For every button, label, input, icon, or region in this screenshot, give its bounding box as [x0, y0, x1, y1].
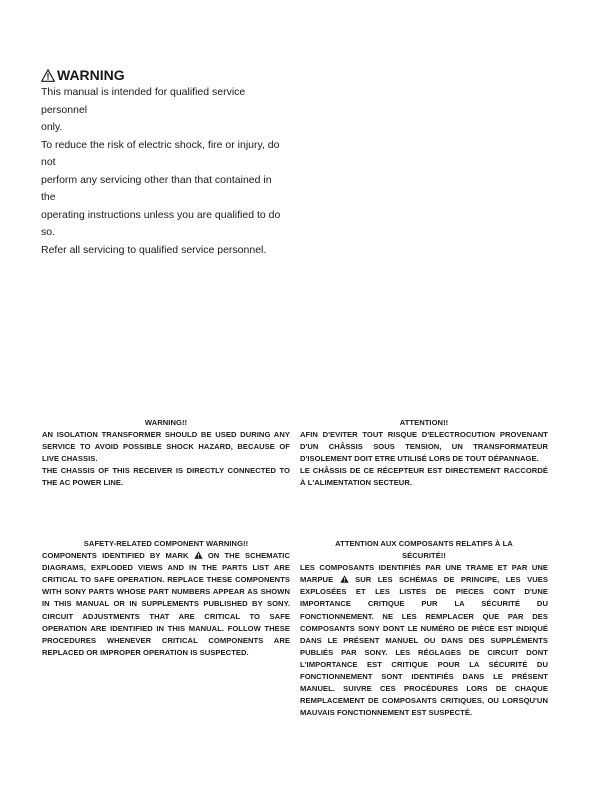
text-before-mark: COMPONENTS IDENTIFIED BY MARK: [42, 551, 189, 561]
warning-line: only.: [41, 121, 63, 133]
section-heading: ATTENTION AUX COMPOSANTS RELATIFS À LA: [335, 539, 513, 548]
section-heading: SÉCURITÉ!!: [402, 551, 446, 561]
text-after-mark: ON THE SCHEMATIC DIAGRAMS, EXPLODED VIEWS AND IN THE PARTS LIST ARE CRITICAL TO SAFE OPERATION. REPLACE THESE COMPONENTS WITH SONY PARTS WHOSE PART NUMBERS APPEAR AS SHOWN IN THIS MANUAL OR IN SUPPLEMENTS PUBLISHED BY SONY. CIRCUIT ADJUSTMENTS THAT ARE CRITICAL TO SAFE OPERATION ARE IDENTIFIED IN THIS MANUAL. FOLLOW THESE PROCEDURES WHENEVER CRITICAL COMPONENTS ARE REPLACED OR IMPROPER OPERATION IS SUSPECTED.: [42, 551, 290, 657]
warning-body: [41, 84, 285, 259]
warning-line: operating instructions unless you are qualified to do so.: [41, 208, 281, 238]
safety-component-section: [42, 538, 290, 659]
section-paragraph: [42, 550, 290, 659]
warning-line: To reduce the risk of electric shock, fire or injury, do not: [41, 138, 280, 168]
section-paragraph: [300, 562, 548, 719]
section-heading: WARNING!!: [144, 418, 188, 427]
attention-section: [300, 417, 548, 490]
section-heading: SAFETY-RELATED COMPONENT WARNING!!: [83, 539, 249, 548]
section-heading: ATTENTION!!: [399, 418, 449, 427]
warning-triangle-icon: [41, 69, 55, 82]
section-paragraph: THE CHASSIS OF THIS RECEIVER IS DIRECTLY CONNECTED TO THE AC POWER LINE.: [42, 466, 290, 488]
warning-title: WARNING: [57, 67, 125, 83]
service-warning-block: [41, 67, 285, 259]
text-before-mark: LES COMPOSANTS IDENTIFIÉS PAR UNE TRAME ET PAR UNE MARPUE: [300, 563, 548, 585]
composants-section: [300, 538, 548, 719]
section-paragraph: AN ISOLATION TRANSFORMER SHOULD BE USED DURING ANY SERVICE TO AVOID POSSIBLE SHOCK HAZARD, BECAUSE OF LIVE CHASSIS.: [42, 430, 290, 464]
text-after-mark: SUR LES SCHÉMAS DE PRINCIPE, LES VUES EXPLOSÉES ET LES LISTES DE PIECES CONT D'UNE IMPORTANCE CRITIQUE PUR LA SÉCURITÉ DU FONCTIONNEMENT. NE LES REMPLACER QUE PAR DES COMPOSANTS SONY DONT LE NUMÉRO DE PIÈCE EST INDIQUÉ DANS LE PRÉSENT MANUEL OU DANS DES SUPPLÉMENTS PUBLIÉS PAR SONY. LES RÉGLAGES DE CIRCUIT DONT L'IMPORTANCE EST CRITIQUE POUR LA SÉCURITÉ DU FONCTIONNEMENT SONT IDENTIFIÉS DANS LE PRÉSENT MANUEL. SUIVRE CES PROCÉDURES LORS DE CHAQUE REMPLACEMENT DE COMPOSANTS CRITIQUES, OU LORSQU'UN MAUVAIS FONCTIONNEMENT EST SUSPECTÉ.: [300, 575, 548, 718]
warning-line: This manual is intended for qualified service personnel: [41, 86, 246, 116]
warning-line: perform any servicing other than that contained in the: [41, 173, 272, 203]
section-paragraph: LE CHÂSSIS DE CE RÉCEPTEUR EST DIRECTEMENT RACCORDÉ À L'ALIMENTATION SECTEUR.: [300, 466, 548, 488]
safety-mark-icon: [340, 575, 349, 583]
safety-mark-icon: [194, 551, 203, 559]
isolation-warning-section: [42, 417, 290, 490]
section-paragraph: AFIN D'EVITER TOUT RISQUE D'ELECTROCUTION PROVENANT D'UN CHÂSSIS SOUS TENSION, UN TRANSFORMATEUR D'ISOLEMENT DOIT ETRE UTILISÉ LORS DE TOUT DÉPANNAGE.: [300, 430, 548, 464]
warning-line: Refer all servicing to qualified service personnel.: [41, 243, 267, 256]
warning-heading: [41, 67, 285, 83]
